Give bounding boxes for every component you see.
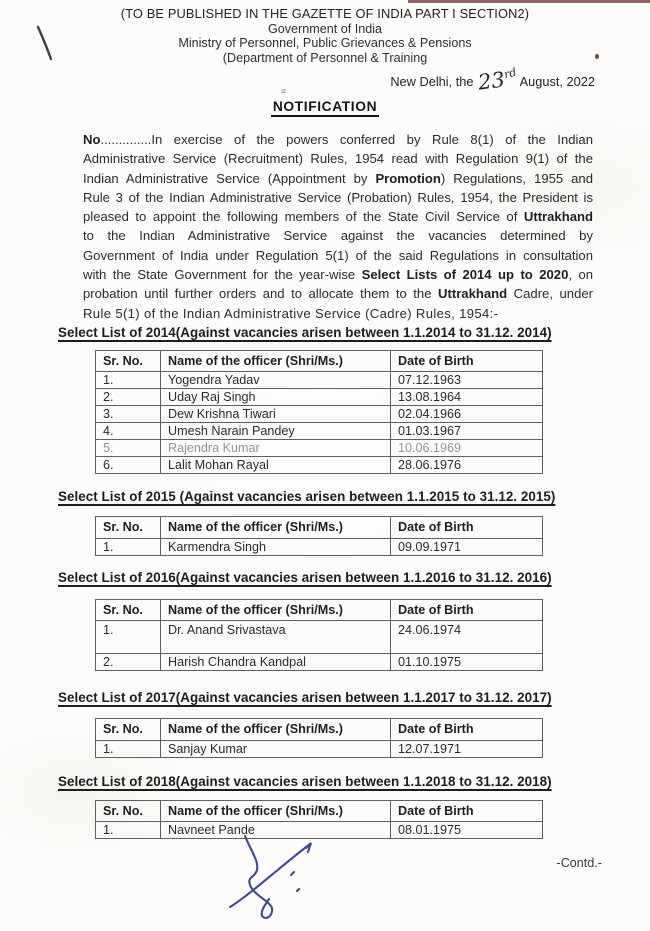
org-line-government: Government of India (267, 21, 383, 36)
column-header: Sr. No. (96, 599, 161, 621)
table-row (96, 740, 543, 757)
paragraph-line: with the State Government for the year-wise Select Lists of 2014 up to 2020, on (83, 267, 594, 283)
table-cell: 02.04.1966 (391, 406, 543, 423)
table-cell: Dew Krishna Tiwari (161, 406, 391, 423)
handwritten-day: 23 (476, 67, 506, 95)
body-paragraph (83, 130, 593, 323)
table-cell: 1. (96, 621, 161, 654)
table-cell: Yogendra Yadav (161, 372, 391, 389)
column-header: Date of Birth (391, 350, 543, 372)
paragraph-line: Government of India under Regulation 5(1) of the said Regulations in consultation (83, 247, 593, 263)
table-cell: 4. (96, 423, 161, 440)
pen-stroke-mark (34, 24, 60, 66)
column-header: Name of the officer (Shri/Ms.) (161, 800, 391, 822)
table-header-row (96, 517, 543, 539)
scan-edge-artifact (408, 0, 650, 3)
table-cell: 01.03.1967 (391, 423, 543, 440)
table-cell: 2. (96, 389, 161, 406)
select-list-table-2017 (95, 718, 543, 758)
table-row (96, 621, 543, 654)
table-cell: 1. (96, 822, 161, 839)
paragraph-line: Indian Administrative Service (Appointment by Promotion) Regulations, 1955 and (83, 170, 593, 186)
dateline-rest: August, 2022 (519, 74, 595, 89)
stray-mark: = (280, 85, 287, 97)
select-list-heading-2017: Select List of 2017(Against vacancies arisen between 1.1.2017 to 31.12. 2017) (58, 690, 552, 706)
table-row (96, 423, 543, 440)
paragraph-line: pleased to appoint the following members of the State Civil Service of Uttrakhand (83, 209, 593, 225)
dateline-prefix: New Delhi, the (390, 74, 474, 89)
table-cell: Uday Raj Singh (161, 389, 391, 406)
table-cell: 5. (96, 440, 161, 457)
title-row (0, 98, 650, 117)
table-cell: 6. (96, 457, 161, 474)
select-list-sections (0, 325, 650, 840)
select-list-table-2014 (95, 350, 543, 475)
column-header: Name of the officer (Shri/Ms.) (161, 599, 391, 621)
table-header-row (96, 800, 543, 822)
table-row (96, 389, 543, 406)
paragraph-line: Administrative Service (Recruitment) Rules, 1954 read with Regulation 9(1) of the (83, 151, 593, 167)
table-header-row (96, 350, 543, 372)
column-header: Name of the officer (Shri/Ms.) (161, 517, 391, 539)
column-header: Date of Birth (391, 517, 543, 539)
table-cell: 08.01.1975 (391, 822, 543, 839)
handwritten-day-ordinal: rd (502, 65, 518, 82)
table-row (96, 457, 543, 474)
table-row (96, 538, 543, 555)
column-header: Sr. No. (96, 719, 161, 741)
table-cell: Umesh Narain Pandey (161, 423, 391, 440)
column-header: Date of Birth (391, 719, 543, 741)
table-cell: Navneet Pande (161, 822, 391, 839)
table-cell: 07.12.1963 (391, 372, 543, 389)
table-row (96, 406, 543, 423)
table-cell: Rajendra Kumar (161, 440, 391, 457)
column-header: Sr. No. (96, 800, 161, 822)
paragraph-line: to the Indian Administrative Service against the vacancies determined by (83, 228, 593, 244)
org-line-ministry: Ministry of Personnel, Public Grievances & Pensions (178, 36, 472, 50)
select-list-heading-2016: Select List of 2016(Against vacancies arisen between 1.1.2016 to 31.12. 2016) (58, 569, 552, 585)
org-line-department: (Department of Personnel & Training (222, 50, 428, 65)
paragraph-line: Rule 5(1) of the Indian Administrative Service (Cadre) Rules, 1954:- (83, 305, 499, 321)
table-cell: 09.09.1971 (391, 538, 543, 555)
table-header-row (96, 719, 543, 741)
table-row (96, 654, 543, 671)
table-cell: 10.06.1969 (391, 440, 543, 457)
gazette-line: (TO BE PUBLISHED IN THE GAZETTE OF INDIA PART I SECTION2) (120, 6, 530, 21)
table-cell: 3. (96, 406, 161, 423)
table-cell: 13.08.1964 (391, 389, 543, 406)
select-list-table-2015 (95, 516, 543, 556)
table-header-row (96, 599, 543, 621)
select-list-heading-2018: Select List of 2018(Against vacancies arisen between 1.1.2018 to 31.12. 2018) (58, 773, 552, 789)
select-list-heading-2014: Select List of 2014(Against vacancies arisen between 1.1.2014 to 31.12. 2014) (58, 324, 552, 340)
table-cell: Dr. Anand Srivastava (161, 621, 391, 654)
table-cell: Sanjay Kumar (161, 740, 391, 757)
table-cell: 1. (96, 372, 161, 389)
select-list-table-2016 (95, 599, 543, 672)
paragraph-line: No..............In exercise of the powers conferred by Rule 8(1) of the Indian (83, 132, 593, 147)
column-header: Name of the officer (Shri/Ms.) (161, 350, 391, 372)
table-cell: Lalit Mohan Rayal (161, 457, 391, 474)
table-row (96, 440, 543, 457)
paragraph-line: probation until further orders and to allocate them to the Uttrakhand Cadre, under (83, 286, 593, 302)
select-list-heading-2015: Select List of 2015 (Against vacancies arisen between 1.1.2015 to 31.12. 2015) (58, 489, 556, 505)
table-cell: 2. (96, 654, 161, 671)
column-header: Name of the officer (Shri/Ms.) (161, 719, 391, 741)
table-cell: 12.07.1971 (391, 740, 543, 757)
table-cell: 1. (96, 740, 161, 757)
column-header: Sr. No. (96, 350, 161, 372)
notification-title: NOTIFICATION (271, 99, 379, 117)
column-header: Date of Birth (391, 800, 543, 822)
signature-cross-mark (218, 831, 328, 929)
column-header: Sr. No. (96, 517, 161, 539)
paragraph-line: Rule 3 of the Indian Administrative Service (Probation) Rules, 1954, the President is (83, 189, 593, 205)
contd-note: -Contd.- (556, 856, 602, 871)
table-cell: 01.10.1975 (391, 654, 543, 671)
table-cell: Karmendra Singh (161, 538, 391, 555)
dateline (0, 65, 650, 95)
table-cell: Harish Chandra Kandpal (161, 654, 391, 671)
document-header (0, 0, 650, 65)
table-cell: 28.06.1976 (391, 457, 543, 474)
table-cell: 1. (96, 538, 161, 555)
ink-dot-artifact (595, 54, 599, 59)
column-header: Date of Birth (391, 599, 543, 621)
table-cell: 24.06.1974 (391, 621, 543, 654)
table-row (96, 372, 543, 389)
